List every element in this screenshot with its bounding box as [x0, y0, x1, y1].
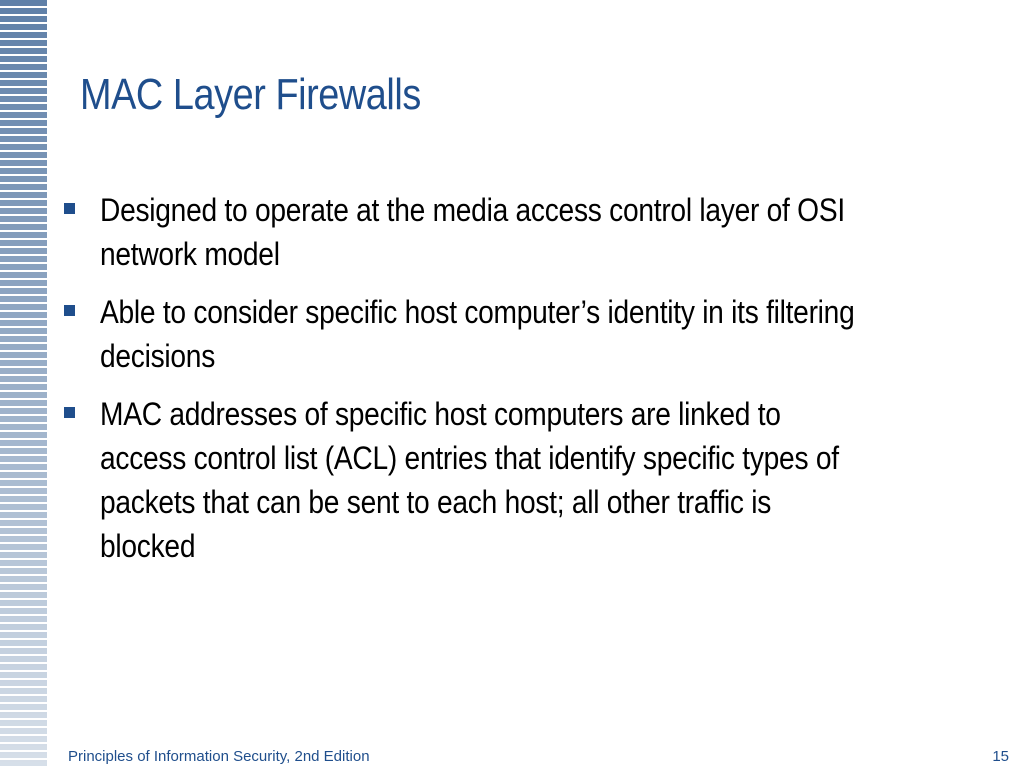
bullet-text: Able to consider specific host computer’s identity in its filtering decisions	[100, 294, 855, 374]
bullet-text: MAC addresses of specific host computers are linked to access control list (ACL) entries that identify specific types of packets that can be sent to each host; all other traffic is blocked	[100, 396, 839, 564]
square-bullet-icon	[64, 407, 75, 418]
decorative-side-stripes	[0, 0, 50, 768]
bullet-text: Designed to operate at the media access control layer of OSI network model	[100, 192, 845, 272]
bullet-list	[64, 188, 964, 582]
bullet-item-1	[64, 188, 964, 276]
footer-page-number: 15	[992, 748, 1009, 765]
bullet-item-3	[64, 392, 964, 568]
square-bullet-icon	[64, 203, 75, 214]
square-bullet-icon	[64, 305, 75, 316]
bullet-item-2	[64, 290, 964, 378]
stripes-edge	[47, 0, 50, 768]
footer-course-title: Principles of Information Security, 2nd Edition	[68, 748, 370, 765]
slide-title: MAC Layer Firewalls	[80, 70, 421, 119]
